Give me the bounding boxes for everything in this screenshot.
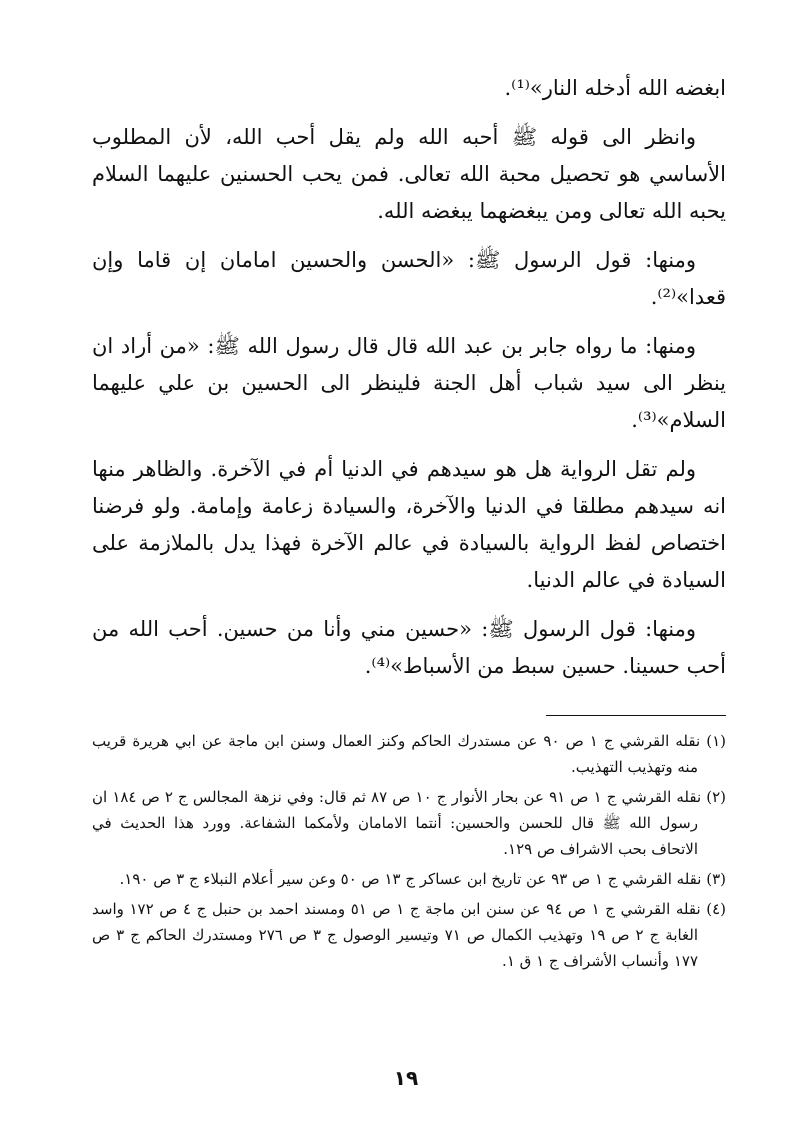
footnote-1: (١) نقله القرشي ج ١ ص ٩٠ عن مستدرك الحاكم وكنز العمال وسنن ابن ماجة عن ابي هريرة قريب منه وتهذيب التهذيب. (92, 732, 726, 776)
book-page (92, 70, 726, 978)
footnote-separator (546, 715, 726, 716)
paragraph-jabir-hadith: ومنها: ما رواه جابر بن عبد الله قال قال رسول الله ﷺ: «من أراد ان ينظر الى سيد شباب أهل الجنة فلينظر الى الحسين بن علي عليهما السلام»⁽³⁾. (92, 334, 726, 432)
footnote-3: (٣) نقله القرشي ج ١ ص ٩٣ عن تاريخ ابن عساكر ج ١٣ ص ٥٠ وعن سير أعلام النبلاء ج ٣ ص ١٩٠. (119, 870, 726, 888)
paragraph-husayn-minni-hadith: ومنها: قول الرسول ﷺ: «حسين مني وأنا من حسين. أحب الله من أحب حسينا. حسين سبط من الأسباط»⁽⁴⁾. (92, 617, 726, 678)
footnotes (92, 728, 726, 974)
page-number: ١٩ (393, 1066, 419, 1090)
paragraph-two-imams-hadith: ومنها: قول الرسول ﷺ: «الحسن والحسين امامان إن قاما وإن قعدا»⁽²⁾. (92, 248, 726, 309)
paragraph-sovereignty-explanation: ولم تقل الرواية هل هو سيدهم في الدنيا أم في الآخرة. والظاهر منها انه سيدهم مطلقا في الدنيا والآخرة، والسيادة زعامة وإمامة. ولو فرضنا اختصاص لفظ الرواية بالسيادة في عالم الآخرة فهذا يدل بالملازمة على السيادة في عالم الدنيا. (92, 457, 726, 592)
footnote-2: (٢) نقله القرشي ج ١ ص ٩١ عن بحار الأنوار ج ١٠ ص ٨٧ ثم قال: وفي نزهة المجالس ج ٢ ص ١٨٤ ان رسول الله ﷺ قال للحسن والحسين: أنتما الامامان ولأمكما الشفاعة. وورد هذا الحديث في الاتحاف بحب الاشراف ص ١٢٩. (92, 788, 727, 858)
paragraph-continuation: ابغضه الله أدخله النار»⁽¹⁾. (504, 76, 726, 100)
footnote-4: (٤) نقله القرشي ج ١ ص ٩٤ عن سنن ابن ماجة ج ١ ص ٥١ ومسند احمد بن حنبل ج ٤ ص ١٧٢ واسد الغابة ج ٢ ص ١٩ وتهذيب الكمال ص ٧١ وتيسير الوصول ج ٣ ص ٢٧٦ ومستدرك الحاكم ج ٣ ص ١٧٧ وأنساب الأشراف ج ١ ق ١. (92, 900, 727, 970)
paragraph-love-of-god: وانظر الى قوله ﷺ أحبه الله ولم يقل أحب الله، لأن المطلوب الأساسي هو تحصيل محبة الله تعالى. فمن يحب الحسنين عليهما السلام يحبه الله تعالى ومن يبغضهما يبغضه الله. (92, 125, 726, 223)
